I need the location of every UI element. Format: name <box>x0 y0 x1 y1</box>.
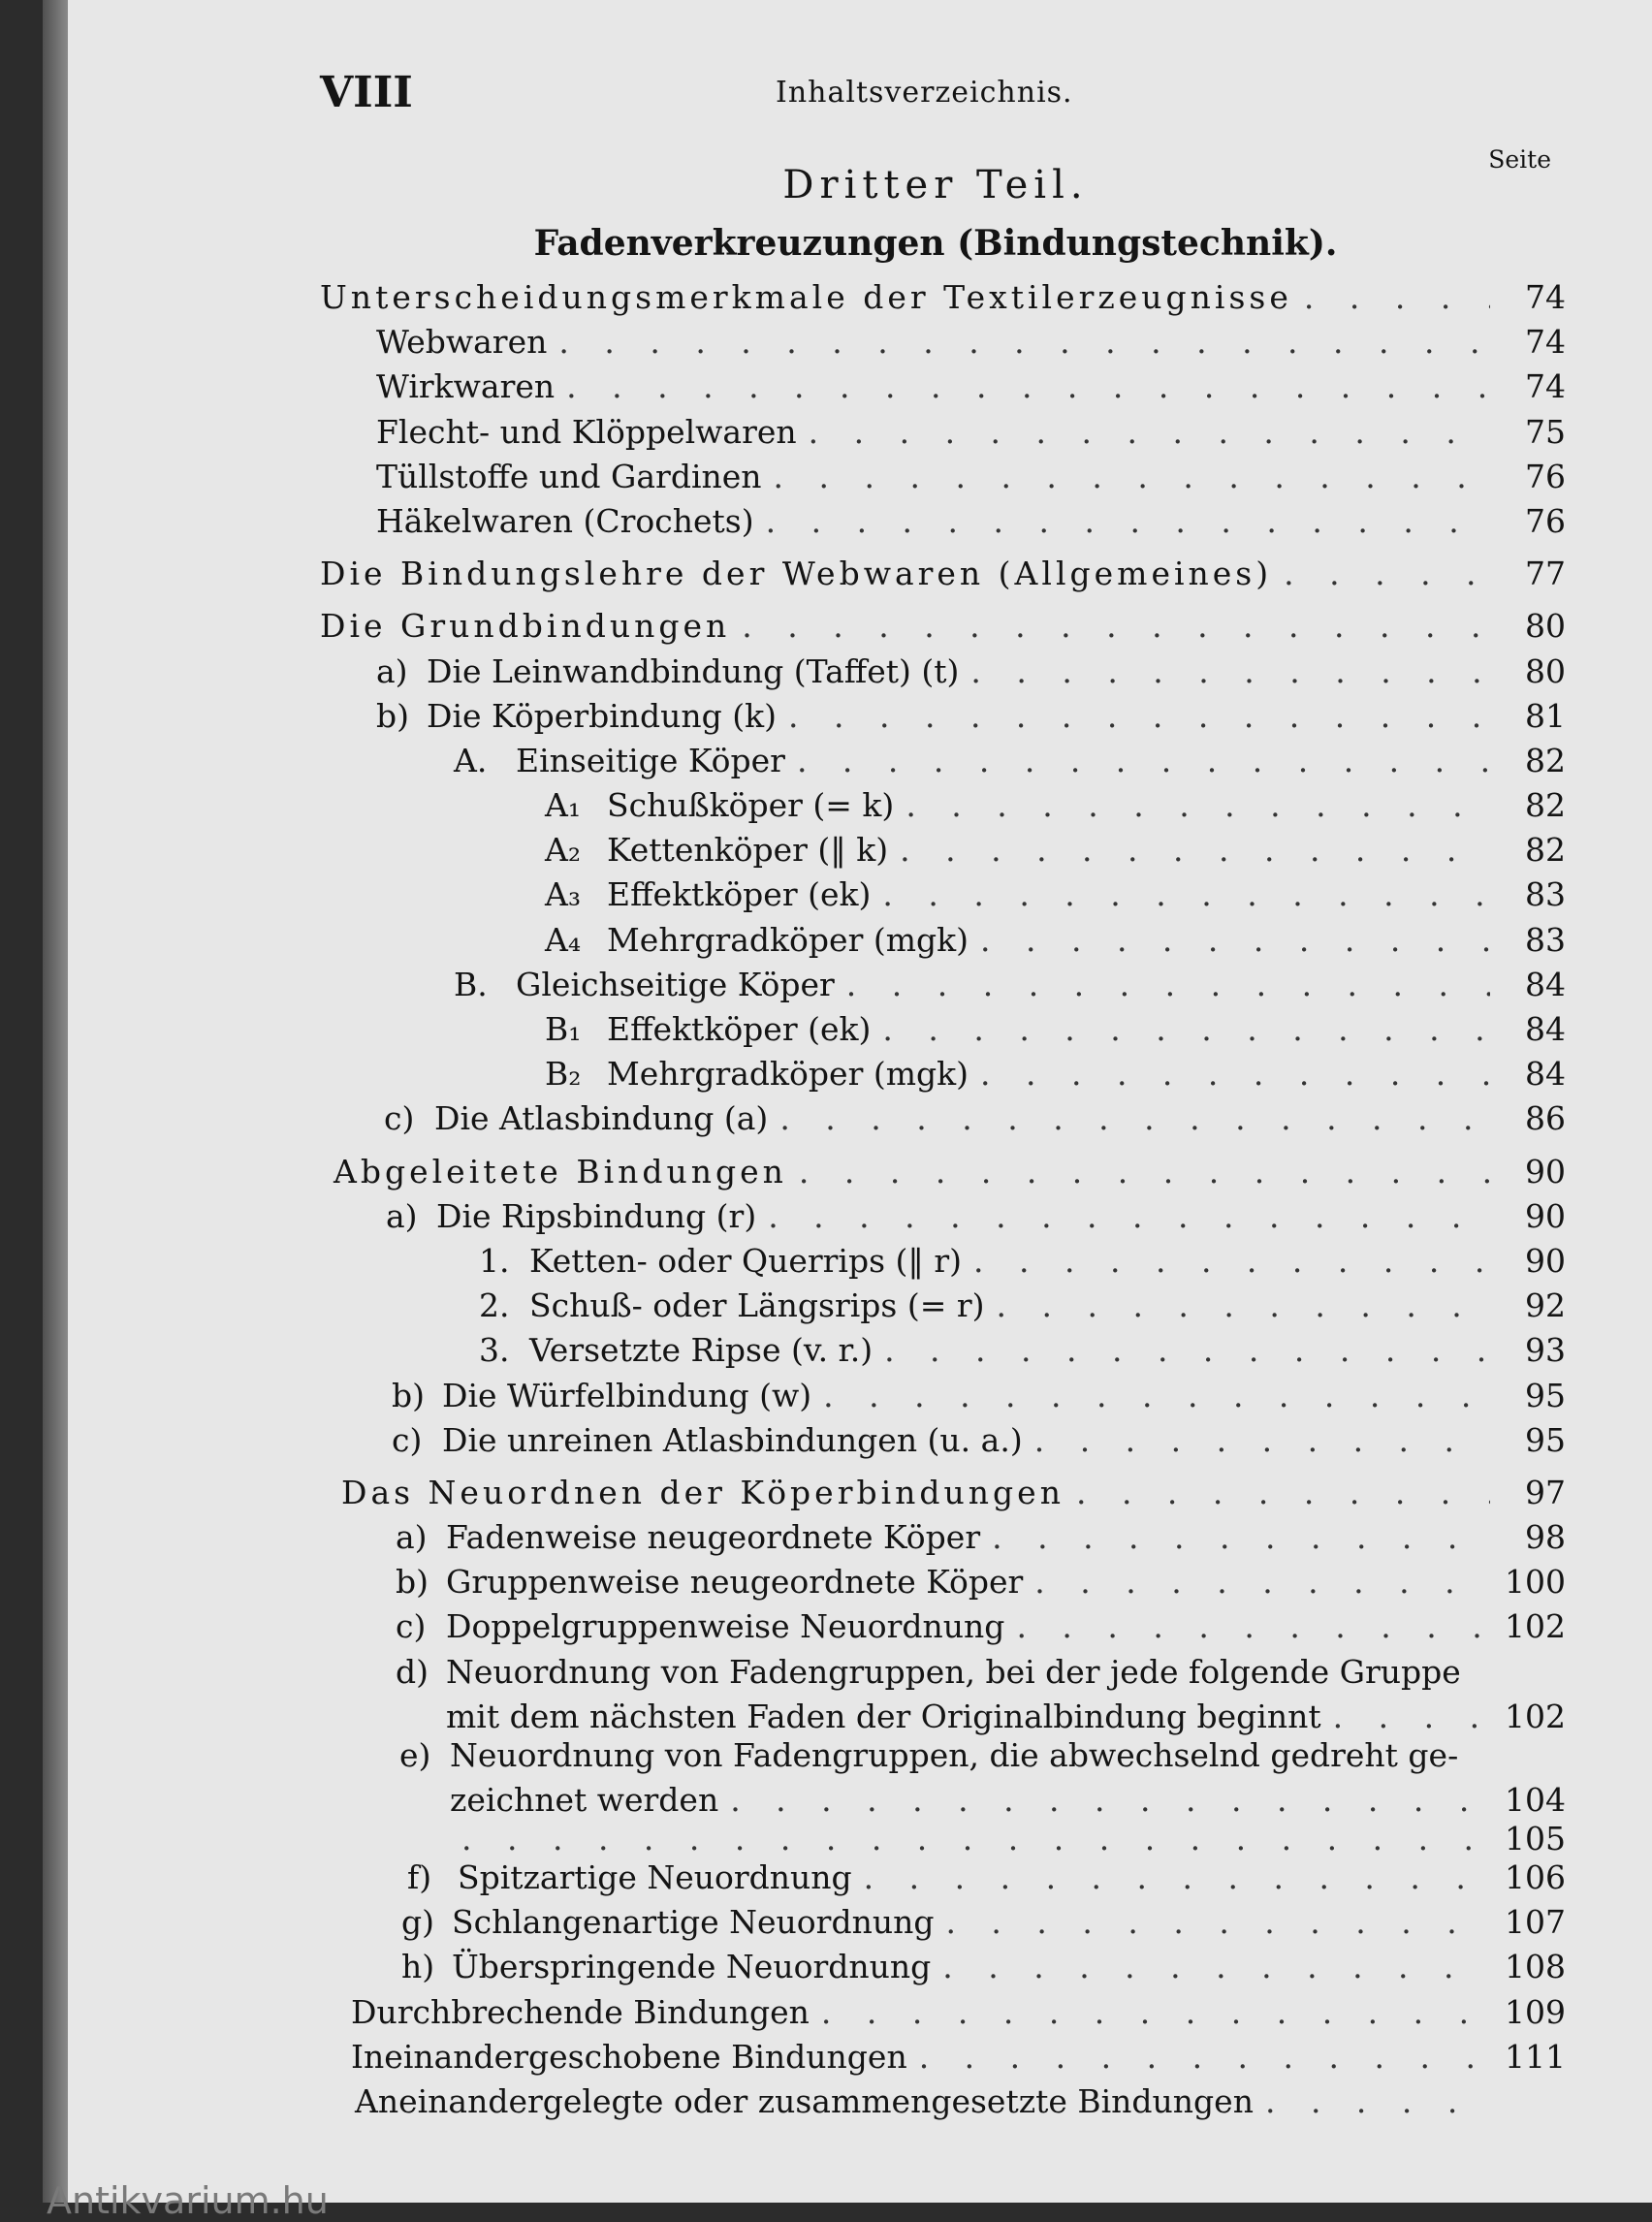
toc-entry-text: Spitzartige Neuordnung <box>458 1858 852 1896</box>
dot-leader <box>566 365 1490 409</box>
dot-leader <box>779 1096 1490 1141</box>
toc-entry-text: Wirkwaren <box>376 367 556 406</box>
toc-entry-page: 90 <box>1525 1152 1566 1190</box>
toc-entry <box>320 1239 1566 1284</box>
running-head: Inhaltsverzeichnis. <box>776 76 1073 110</box>
toc-entry-text: Neuordnung von Fadengruppen, bei der jede folgende Gruppe <box>446 1652 1461 1691</box>
dot-leader <box>821 1990 1490 2035</box>
toc-entry-page: 83 <box>1525 875 1566 914</box>
toc-entry <box>320 1374 1566 1418</box>
toc-entry <box>320 1650 1566 1695</box>
toc-entry <box>320 410 1566 455</box>
toc-entry-label: 1. <box>479 1241 510 1280</box>
toc-entry <box>320 604 1566 649</box>
toc-entry-page: 90 <box>1525 1241 1566 1280</box>
toc-entry-text: Die Atlasbindung (a) <box>434 1099 769 1138</box>
toc-entry-text: Abgeleitete Bindungen <box>334 1152 787 1190</box>
toc-entry-label: a) <box>396 1518 428 1557</box>
dot-leader <box>788 694 1490 739</box>
toc-entry <box>320 1990 1566 2035</box>
dot-leader <box>1284 552 1490 596</box>
toc-entry-text: mit dem nächsten Faden der Originalbindung beginnt <box>446 1697 1321 1735</box>
toc-entry-page: 102 <box>1505 1607 1566 1646</box>
toc-entry <box>320 1471 1566 1515</box>
toc-entry-text: Schußköper (= k) <box>607 786 895 825</box>
toc-entry-label: B₁ <box>545 1010 582 1048</box>
toc-entry-text: Gruppenweise neugeordnete Köper <box>446 1563 1024 1602</box>
dot-leader <box>809 410 1490 455</box>
dot-leader <box>942 1945 1490 1989</box>
toc-entry-text: Effektköper (ek) <box>607 875 872 914</box>
toc-entry-page: 105 <box>1505 1820 1566 1857</box>
toc-entry-label: h) <box>401 1948 435 1986</box>
toc-entry-text: Mehrgradköper (mgk) <box>607 1055 969 1094</box>
dot-leader <box>882 873 1490 917</box>
toc-entry-page: 82 <box>1525 831 1566 870</box>
toc-entry <box>320 828 1566 873</box>
watermark: Antikvarium.hu <box>47 2179 329 2222</box>
toc-entry-label: B. <box>454 965 488 1003</box>
dot-leader <box>973 1239 1490 1284</box>
toc-entry-label: A₂ <box>545 831 582 870</box>
toc-entry-text: Neuordnung von Fadengruppen, die abwechselnd gedreht ge- <box>450 1735 1459 1774</box>
toc-entry <box>320 1515 1566 1560</box>
dot-leader <box>1304 275 1490 320</box>
dot-leader <box>797 739 1490 783</box>
toc-entry-text: Ketten- oder Querrips (‖ r) <box>529 1241 963 1280</box>
toc-entry-text: Schlangenartige Neuordnung <box>452 1903 935 1942</box>
dot-leader <box>905 783 1490 828</box>
toc-entry-label: A. <box>454 741 488 779</box>
toc-entry-page: 90 <box>1525 1196 1566 1235</box>
toc-entry-page: 95 <box>1525 1420 1566 1459</box>
toc-entry-text: Die Ripsbindung (r) <box>436 1196 757 1235</box>
toc-entry-text: Die Würfelbindung (w) <box>442 1376 812 1414</box>
dot-leader <box>1034 1560 1490 1604</box>
toc-entry <box>320 694 1566 739</box>
toc-entry <box>320 650 1566 694</box>
dot-leader <box>980 918 1490 963</box>
dot-leader <box>992 1515 1490 1560</box>
toc-entry-text: Doppelgruppenweise Neuordnung <box>446 1607 1005 1646</box>
toc-entry <box>320 873 1566 917</box>
toc-entry-page: 76 <box>1525 457 1566 495</box>
toc-entry-label: 3. <box>479 1331 510 1370</box>
toc-entry-text: Tüllstoffe und Gardinen <box>376 457 762 495</box>
part-title: Dritter Teil. <box>782 163 1089 207</box>
toc-entry-label: b) <box>376 696 409 735</box>
toc-entry <box>320 739 1566 783</box>
toc-entry-text: Einseitige Köper <box>516 741 785 779</box>
toc-entry-page: 108 <box>1505 1948 1566 1986</box>
toc-entry <box>320 918 1566 963</box>
dot-leader <box>884 1328 1490 1373</box>
dot-leader <box>799 1150 1490 1194</box>
toc-entry-page: 92 <box>1525 1286 1566 1325</box>
toc-entry-text: Flecht- und Klöppelwaren <box>376 412 797 451</box>
toc-entry-label: c) <box>392 1420 423 1459</box>
toc-entry-page: 83 <box>1525 920 1566 959</box>
toc-entry <box>320 783 1566 828</box>
toc-entry-text: Effektköper (ek) <box>607 1010 872 1048</box>
toc-entry-text: Die Leinwandbindung (Taffet) (t) <box>427 651 960 690</box>
toc-entry-label: b) <box>396 1563 429 1602</box>
page-edge-shadow <box>43 0 68 2203</box>
part-subtitle: Fadenverkreuzungen (Bindungstechnik). <box>533 223 1338 264</box>
toc-entry-page: 109 <box>1505 1992 1566 2031</box>
dot-leader <box>558 320 1490 365</box>
toc-entry-label: a) <box>386 1196 418 1235</box>
toc-entry-label: A₄ <box>545 920 582 959</box>
dot-leader <box>997 1284 1490 1328</box>
toc-entry-page: 100 <box>1505 1563 1566 1602</box>
toc-entry <box>320 1007 1566 1052</box>
toc-entry <box>320 1733 1566 1778</box>
toc-entry-text: Fadenweise neugeordnete Köper <box>446 1518 981 1557</box>
toc-entry <box>320 455 1566 499</box>
dot-leader <box>766 499 1490 544</box>
toc-entry-text: Überspringende Neuordnung <box>452 1948 932 1986</box>
dot-leader <box>774 455 1490 499</box>
toc-entry-label: B₂ <box>545 1055 582 1094</box>
toc-entry-label: A₁ <box>545 786 582 825</box>
toc-entry <box>320 1418 1566 1463</box>
dot-leader <box>768 1194 1490 1239</box>
toc-entry-page: 86 <box>1525 1099 1566 1138</box>
toc-entry-text: Webwaren <box>376 323 548 362</box>
toc-entry-page: 77 <box>1525 555 1566 593</box>
toc-entry-page: 95 <box>1525 1376 1566 1414</box>
dot-leader <box>823 1374 1490 1418</box>
dot-leader <box>919 2035 1490 2079</box>
toc-entry-text: Aneinandergelegte oder zusammengesetzte Bindungen <box>355 2081 1254 2120</box>
toc-entry <box>320 1945 1566 1989</box>
toc-entry <box>320 963 1566 1007</box>
toc-entry-text: Die Köperbindung (k) <box>427 696 778 735</box>
toc-entry <box>320 1900 1566 1945</box>
toc-entry <box>320 2079 1566 2124</box>
toc-entry-text: Unterscheidungsmerkmale der Textilerzeugnisse <box>320 278 1292 316</box>
toc-entry-page: 102 <box>1505 1697 1566 1735</box>
dot-leader <box>970 650 1490 694</box>
toc-entry-label: c) <box>396 1607 427 1646</box>
toc-entry-text: Häkelwaren (Crochets) <box>376 501 754 540</box>
toc-entry <box>320 1856 1566 1900</box>
toc-entry-continuation <box>320 1695 1566 1733</box>
toc-entry <box>320 1096 1566 1141</box>
toc-entry-text: Gleichseitige Köper <box>516 965 835 1003</box>
toc-entry-text: Mehrgradköper (mgk) <box>607 920 969 959</box>
toc-entry-text: Die Grundbindungen <box>320 607 731 646</box>
toc-entry-page: 84 <box>1525 1055 1566 1094</box>
toc-entry-page: 84 <box>1525 965 1566 1003</box>
toc-entry-page: 106 <box>1505 1858 1566 1896</box>
toc-entry-page: 74 <box>1525 367 1566 406</box>
dot-leader <box>980 1052 1490 1096</box>
toc-entry-text: zeichnet werden <box>450 1781 719 1819</box>
toc-entry <box>320 365 1566 409</box>
toc-entry-text: Die Bindungslehre der Webwaren (Allgemeines) <box>320 555 1273 593</box>
toc-entry-page: 82 <box>1525 741 1566 779</box>
toc-entry-text: Schuß- oder Längsrips (= r) <box>529 1286 985 1325</box>
dot-leader <box>900 828 1490 873</box>
toc-entry-page: 98 <box>1525 1518 1566 1557</box>
dot-leader <box>1016 1604 1490 1649</box>
toc-entry-label: a) <box>376 651 408 690</box>
toc-entry-continuation <box>320 1817 1566 1856</box>
toc-entry <box>320 1150 1566 1194</box>
dot-leader <box>864 1856 1490 1900</box>
dot-leader <box>1265 2079 1490 2124</box>
toc-entry-page: 82 <box>1525 786 1566 825</box>
toc-entry-text: Das Neuordnen der Köperbindungen <box>341 1473 1064 1511</box>
toc-entry <box>320 1052 1566 1096</box>
toc-entry-page: 80 <box>1525 651 1566 690</box>
toc-entry-page: 80 <box>1525 607 1566 646</box>
toc-entry <box>320 1560 1566 1604</box>
toc-entry-text: Durchbrechende Bindungen <box>351 1992 810 2031</box>
toc-entry <box>320 1604 1566 1649</box>
toc-entry <box>320 1284 1566 1328</box>
toc-entry-text: Ineinandergeschobene Bindungen <box>351 2037 907 2076</box>
dot-leader <box>742 604 1490 649</box>
toc-entry <box>320 552 1566 596</box>
page-column-label: Seite <box>1488 145 1551 174</box>
page-folio: VIII <box>320 68 413 117</box>
toc-entry-text: Die unreinen Atlasbindungen (u. a.) <box>442 1420 1023 1459</box>
toc-entry-page: 107 <box>1505 1903 1566 1942</box>
toc-entry <box>320 499 1566 544</box>
dot-leader <box>1034 1418 1490 1463</box>
toc-entry <box>320 320 1566 365</box>
toc-entry-label: b) <box>392 1376 425 1414</box>
toc-entry-page: 75 <box>1525 412 1566 451</box>
dot-leader <box>945 1900 1490 1945</box>
toc-entry <box>320 1328 1566 1373</box>
toc-entry-page: 104 <box>1505 1781 1566 1819</box>
dot-leader <box>1076 1471 1490 1515</box>
toc-entry-label: c) <box>384 1099 415 1138</box>
toc-entry-page: 111 <box>1505 2037 1566 2076</box>
toc-entry-label: e) <box>399 1735 431 1774</box>
toc-entry-page: 74 <box>1525 278 1566 316</box>
toc-entry <box>320 1194 1566 1239</box>
page-header <box>320 68 1551 174</box>
dot-leader <box>846 963 1490 1007</box>
toc-entry-label: 2. <box>479 1286 510 1325</box>
table-of-contents <box>320 275 1566 2124</box>
toc-entry-page: 97 <box>1525 1473 1566 1511</box>
toc-entry-label: d) <box>396 1652 429 1691</box>
toc-entry-text: Versetzte Ripse (v. r.) <box>529 1331 874 1370</box>
toc-entry-label: g) <box>401 1903 434 1942</box>
toc-entry-page: 74 <box>1525 323 1566 362</box>
toc-entry-label: f) <box>407 1858 432 1896</box>
toc-entry-page: 84 <box>1525 1010 1566 1048</box>
toc-entry-page: 81 <box>1525 696 1566 735</box>
toc-entry-label: A₃ <box>545 875 582 914</box>
toc-entry <box>320 275 1566 320</box>
toc-entry-page: 76 <box>1525 501 1566 540</box>
dot-leader <box>882 1007 1490 1052</box>
toc-entry-page: 93 <box>1525 1331 1566 1370</box>
toc-entry <box>320 2035 1566 2079</box>
toc-entry-text: Kettenköper (‖ k) <box>607 831 889 870</box>
toc-entry-continuation <box>320 1778 1566 1817</box>
